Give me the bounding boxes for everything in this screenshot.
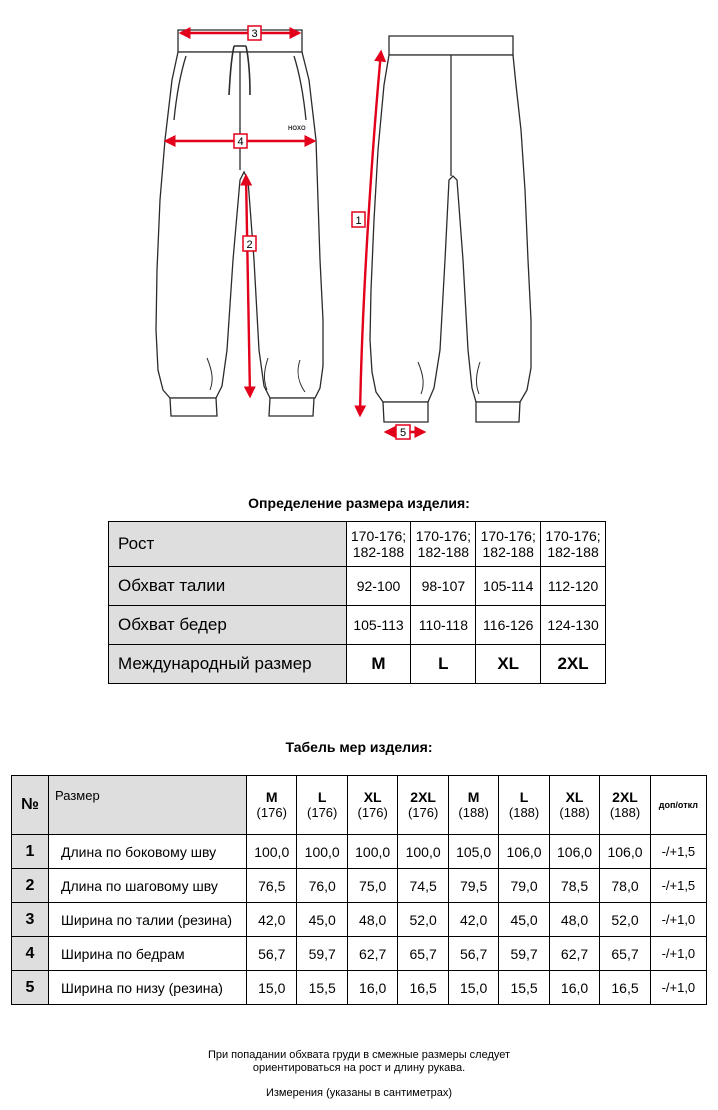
table-cell: XL xyxy=(476,645,541,684)
row-num: 5 xyxy=(12,971,49,1005)
header-num: № xyxy=(12,776,49,835)
table-cell: 56,7 xyxy=(247,937,297,971)
table-cell: 76,5 xyxy=(247,869,297,903)
table-cell: 98-107 xyxy=(411,567,476,606)
svg-text:1: 1 xyxy=(355,215,362,227)
row-tolerance: -/+1,0 xyxy=(650,937,706,971)
pants-front-view xyxy=(156,30,323,416)
front-cuff-left xyxy=(170,398,217,416)
row-name: Ширина по бедрам xyxy=(49,937,247,971)
table-cell: 100,0 xyxy=(347,835,397,869)
svg-text:5: 5 xyxy=(399,427,407,439)
header-size: 2XL (176) xyxy=(398,776,448,835)
back-cuff-left xyxy=(383,402,428,422)
table-row xyxy=(109,522,606,567)
note-units: Измерения (указаны в сантиметрах) xyxy=(265,1087,453,1099)
marker-3 xyxy=(248,26,261,40)
table-cell: 65,7 xyxy=(600,937,650,971)
table-cell: L xyxy=(411,645,476,684)
table-cell: 42,0 xyxy=(247,903,297,937)
header-size: L (188) xyxy=(499,776,549,835)
table-cell: 15,0 xyxy=(247,971,297,1005)
table-cell: 15,0 xyxy=(448,971,498,1005)
table-cell: 45,0 xyxy=(499,903,549,937)
table-cell: 62,7 xyxy=(549,937,599,971)
header-size: M (188) xyxy=(448,776,498,835)
table-cell: 100,0 xyxy=(247,835,297,869)
table-cell: 15,5 xyxy=(297,971,347,1005)
table-cell: 170-176; 182-188 xyxy=(541,522,606,567)
table-row xyxy=(12,869,707,903)
size-section-title: Определение размера изделия: xyxy=(248,495,470,511)
table-cell: 92-100 xyxy=(346,567,411,606)
header-size: L (176) xyxy=(297,776,347,835)
table-row xyxy=(12,903,707,937)
table-row xyxy=(109,567,606,606)
row-label: Рост xyxy=(109,522,347,567)
table-cell: 170-176; 182-188 xyxy=(411,522,476,567)
table-cell: 106,0 xyxy=(499,835,549,869)
table-cell: 79,0 xyxy=(499,869,549,903)
table-cell: 65,7 xyxy=(398,937,448,971)
row-num: 4 xyxy=(12,937,49,971)
table-cell: 110-118 xyxy=(411,606,476,645)
table-row xyxy=(12,971,707,1005)
header-size: 2XL (188) xyxy=(600,776,650,835)
header-size: M (176) xyxy=(247,776,297,835)
table-cell: 59,7 xyxy=(297,937,347,971)
front-cuff-right xyxy=(269,398,314,416)
marker-4 xyxy=(234,134,247,148)
table-cell: 16,0 xyxy=(347,971,397,1005)
row-tolerance: -/+1,0 xyxy=(650,903,706,937)
table-cell: 170-176; 182-188 xyxy=(346,522,411,567)
header-tolerance: доп/откл xyxy=(650,776,706,835)
header-size: XL (188) xyxy=(549,776,599,835)
row-label: Обхват талии xyxy=(109,567,347,606)
row-name: Длина по шаговому шву xyxy=(49,869,247,903)
table-cell: 79,5 xyxy=(448,869,498,903)
table-cell: 56,7 xyxy=(448,937,498,971)
table-cell: 15,5 xyxy=(499,971,549,1005)
table-cell: 48,0 xyxy=(549,903,599,937)
table-cell: 45,0 xyxy=(297,903,347,937)
table-cell: 48,0 xyxy=(347,903,397,937)
table-cell: 78,5 xyxy=(549,869,599,903)
table-cell: 100,0 xyxy=(398,835,448,869)
header-name: Размер xyxy=(49,776,247,835)
table-cell: 16,0 xyxy=(549,971,599,1005)
row-name: Длина по боковому шву xyxy=(49,835,247,869)
table-cell: 16,5 xyxy=(398,971,448,1005)
row-tolerance: -/+1,5 xyxy=(650,835,706,869)
table-cell: 76,0 xyxy=(297,869,347,903)
svg-text:3: 3 xyxy=(251,28,258,40)
table-cell: 112-120 xyxy=(541,567,606,606)
header-size: XL (176) xyxy=(347,776,397,835)
marker-5 xyxy=(396,425,410,439)
table-cell: 100,0 xyxy=(297,835,347,869)
table-cell: 116-126 xyxy=(476,606,541,645)
table-cell: 106,0 xyxy=(600,835,650,869)
marker-2 xyxy=(243,236,256,251)
row-name: Ширина по талии (резина) xyxy=(49,903,247,937)
row-tolerance: -/+1,0 xyxy=(650,971,706,1005)
marker-1 xyxy=(352,212,365,227)
table-cell: 105-114 xyxy=(476,567,541,606)
table-row xyxy=(12,937,707,971)
table-cell: 170-176; 182-188 xyxy=(476,522,541,567)
table-header-row xyxy=(12,776,707,835)
row-num: 3 xyxy=(12,903,49,937)
measure-section-title: Табель мер изделия: xyxy=(285,739,433,755)
table-row xyxy=(12,835,707,869)
table-cell: 62,7 xyxy=(347,937,397,971)
table-row xyxy=(109,645,606,684)
row-label: Обхват бедер xyxy=(109,606,347,645)
row-name: Ширина по низу (резина) xyxy=(49,971,247,1005)
back-waistband xyxy=(389,36,513,55)
table-cell: 105-113 xyxy=(346,606,411,645)
table-cell: 106,0 xyxy=(549,835,599,869)
size-determination-table xyxy=(108,521,606,684)
table-row xyxy=(109,606,606,645)
svg-text:4: 4 xyxy=(237,136,244,148)
back-cuff-right xyxy=(476,402,520,422)
row-label: Международный размер xyxy=(109,645,347,684)
table-cell: 124-130 xyxy=(541,606,606,645)
note-line-1: При попадании обхвата груди в смежные размеры следует xyxy=(207,1049,511,1061)
table-cell: 52,0 xyxy=(398,903,448,937)
svg-text:2: 2 xyxy=(246,239,253,251)
row-num: 1 xyxy=(12,835,49,869)
row-num: 2 xyxy=(12,869,49,903)
table-cell: M xyxy=(346,645,411,684)
measure-line-2-inseam xyxy=(246,176,253,396)
measurement-chart-table xyxy=(11,775,707,1005)
table-cell: 16,5 xyxy=(600,971,650,1005)
table-cell: 74,5 xyxy=(398,869,448,903)
table-cell: 59,7 xyxy=(499,937,549,971)
note-line-2: ориентироваться на рост и длину рукава. xyxy=(252,1062,466,1074)
table-cell: 42,0 xyxy=(448,903,498,937)
table-cell: 75,0 xyxy=(347,869,397,903)
table-cell: 52,0 xyxy=(600,903,650,937)
row-tolerance: -/+1,5 xyxy=(650,869,706,903)
brand-logo: HOXO xyxy=(288,126,306,132)
table-cell: 105,0 xyxy=(448,835,498,869)
pants-back-view xyxy=(370,36,531,422)
table-cell: 78,0 xyxy=(600,869,650,903)
table-cell: 2XL xyxy=(541,645,606,684)
pants-measurement-diagram xyxy=(0,0,718,450)
